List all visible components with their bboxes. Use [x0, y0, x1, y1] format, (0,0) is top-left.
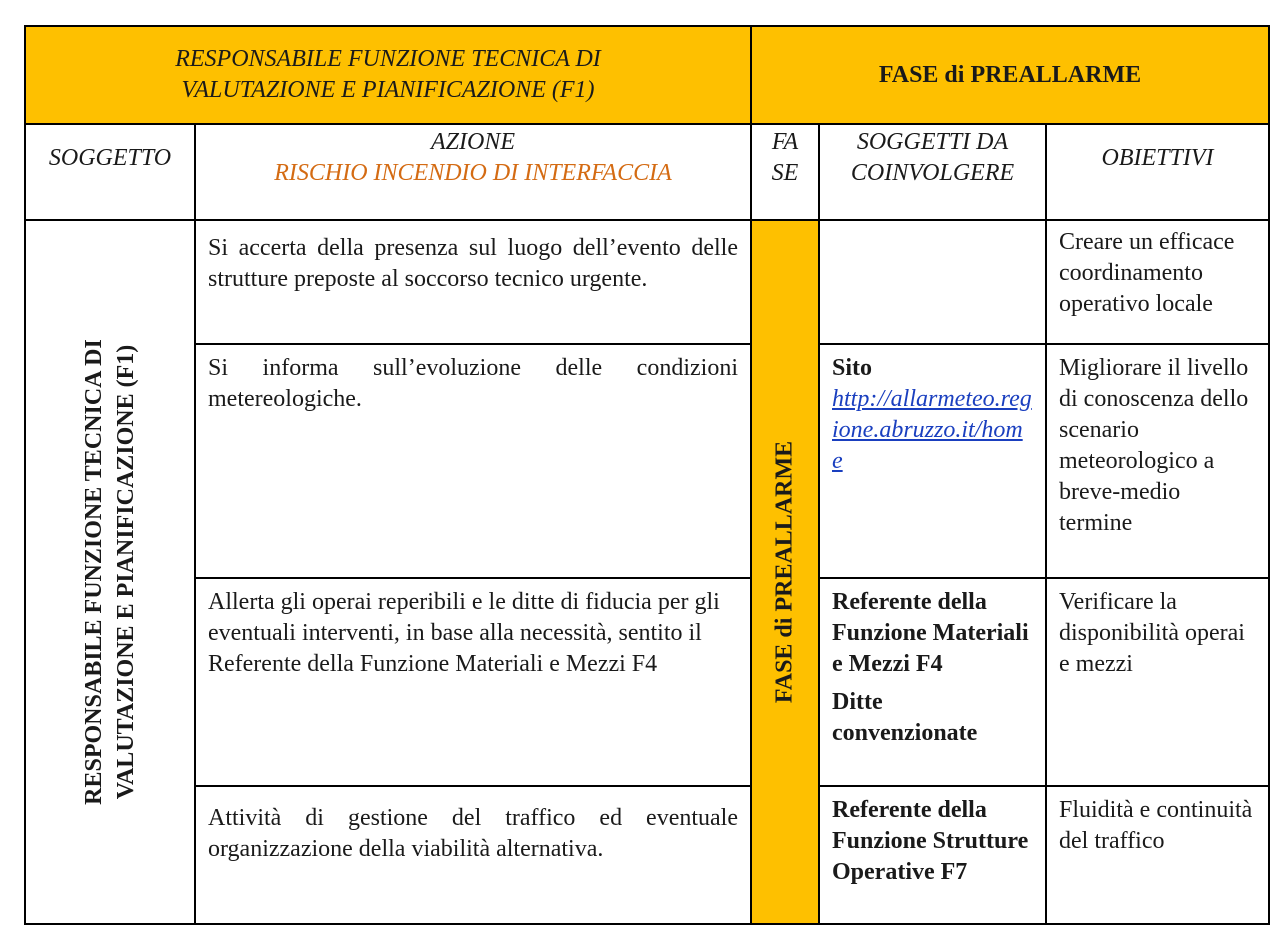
procedure-table: [24, 25, 1270, 925]
row-3-soggetti-referente: Referente della Funzione Materiali e Mezzi F4: [832, 589, 1029, 677]
row-3-soggetti: [818, 577, 1047, 787]
col-soggetti: [818, 123, 1047, 221]
subject-cell: [24, 219, 196, 925]
col-soggetto-label: SOGGETTO: [48, 145, 172, 171]
row-4-soggetti-referente: Referente della Funzione Strutture Operative F7: [832, 797, 1029, 885]
phase-header: [750, 25, 1270, 125]
row-4-azione: [194, 785, 752, 925]
col-soggetto: [24, 123, 196, 221]
row-3-obiettivi: [1045, 577, 1270, 787]
row-4-obiettivi: [1045, 785, 1270, 925]
row-1-soggetti: [818, 219, 1047, 345]
row-3-soggetti-ditte: Ditte convenzionate: [832, 689, 978, 746]
row-2-soggetti: [818, 343, 1047, 579]
col-fase: [750, 123, 820, 221]
phase-header-label: FASE di PREALLARME: [878, 61, 1142, 88]
row-1-azione-text: Si accerta della presenza sul luogo dell’evento delle strutture preposte al soccorso tecnico urgente.: [208, 235, 738, 292]
col-soggetti-line2: COINVOLGERE: [850, 160, 1015, 186]
col-obiettivi-label: OBIETTIVI: [1101, 145, 1214, 171]
row-1-obiettivi-text: Creare un efficace coordinamento operativo locale: [1059, 229, 1235, 317]
col-soggetti-line1: SOGGETTI DA: [856, 129, 1009, 155]
row-2-soggetti-title: Sito: [832, 355, 873, 381]
row-2-azione-text: Si informa sull’evoluzione delle condizioni metereologiche.: [208, 355, 738, 412]
col-fase-line1: FA: [771, 129, 799, 155]
phase-vertical-label: FASE di PREALLARME: [771, 440, 798, 704]
row-3-azione-text: Allerta gli operai reperibili e le ditte di fiducia per gli eventuali interventi, in base alla necessità, sentito il Referente della Funzione Materiali e Mezzi F4: [208, 589, 720, 677]
row-4-azione-text: Attività di gestione del traffico ed eventuale organizzazione della viabilità alternativa.: [208, 805, 738, 862]
row-4-obiettivi-text: Fluidità e continuità del traffico: [1059, 797, 1253, 854]
row-3-azione: [194, 577, 752, 787]
row-1-azione: [194, 219, 752, 345]
row-2-obiettivi: [1045, 343, 1270, 579]
row-2-azione: [194, 343, 752, 579]
subject-line1: RESPONSABILE FUNZIONE TECNICA DI: [81, 339, 107, 805]
subject-vertical-text: [78, 339, 142, 805]
responsible-header-line1: RESPONSABILE FUNZIONE TECNICA DI: [175, 46, 601, 72]
weather-site-link[interactable]: http://allarmeteo.regione.abruzzo.it/home: [832, 386, 1032, 474]
phase-cell: [750, 219, 820, 925]
col-fase-line2: SE: [771, 160, 799, 186]
col-rischio-label: RISCHIO INCENDIO DI INTERFACCIA: [274, 160, 672, 186]
row-1-obiettivi: [1045, 219, 1270, 345]
col-obiettivi: [1045, 123, 1270, 221]
col-azione: [194, 123, 752, 221]
responsible-header-line2: VALUTAZIONE E PIANIFICAZIONE (F1): [181, 77, 595, 103]
col-azione-label: AZIONE: [431, 129, 515, 155]
row-4-soggetti: [818, 785, 1047, 925]
responsible-header: [24, 25, 752, 125]
row-2-obiettivi-text: Migliorare il livello di conoscenza dello scenario meteorologico a breve-medio termine: [1059, 355, 1249, 536]
row-3-obiettivi-text: Verificare la disponibilità operai e mezzi: [1059, 589, 1245, 677]
subject-line2: VALUTAZIONE E PIANIFICAZIONE (F1): [113, 344, 139, 800]
phase-vertical-text: [770, 441, 801, 703]
